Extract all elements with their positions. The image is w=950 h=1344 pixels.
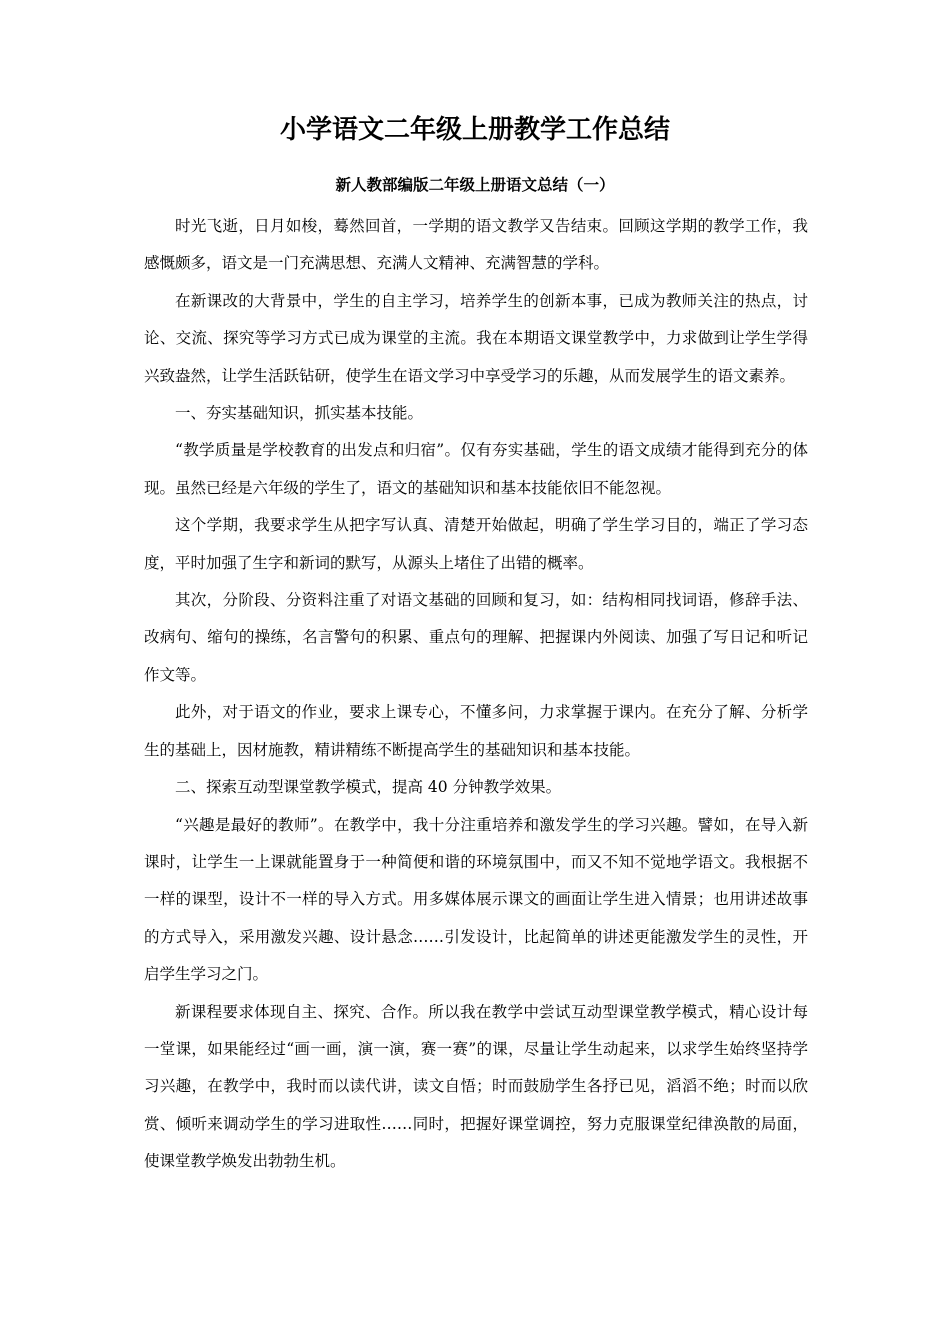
paragraph: 新课程要求体现自主、探究、合作。所以我在教学中尝试互动型课堂教学模式，精心设计每一堂课，如果能经过“画一画，演一演，赛一赛”的课，尽量让学生动起来，以求学生始终坚持学习兴趣，在教学中，我时而以读代讲，读文自悟；时而鼓励学生各抒已见，滔滔不绝；时而以欣赏、倾听来调动学生的学习进取性……同时，把握好课堂调控，努力克服课堂纪律涣散的局面，使课堂教学焕发出勃勃生机。 — [144, 1002, 808, 1171]
paragraph: 此外，对于语文的作业，要求上课专心，不懂多问，力求掌握于课内。在充分了解、分析学生的基础上，因材施教，精讲精练不断提高学生的基础知识和基本技能。 — [144, 703, 808, 759]
paragraph: 在新课改的大背景中，学生的自主学习，培养学生的创新本事，已成为教师关注的热点，讨论、交流、探究等学习方式已成为课堂的主流。我在本期语文课堂教学中，力求做到让学生学得兴致盎然，让学生活跃钻研，使学生在语文学习中享受学习的乐趣，从而发展学生的语文素养。 — [144, 291, 808, 385]
document-body — [144, 208, 808, 1181]
document-title: 小学语文二年级上册教学工作总结 — [279, 115, 670, 145]
section-heading: 一、夯实基础知识，抓实基本技能。 — [175, 404, 424, 423]
paragraph: “兴趣是最好的教师”。在教学中，我十分注重培养和激发学生的学习兴趣。譬如，在导入新课时，让学生一上课就能置身于一种简便和谐的环境氛围中，而又不知不觉地学语文。我根据不一样的课型，设计不一样的导入方式。用多媒体展示课文的画面让学生进入情景；也用讲述故事的方式导入，采用激发兴趣、设计悬念……引发设计，比起简单的讲述更能激发学生的灵性，开启学生学习之门。 — [144, 815, 808, 984]
paragraph: 其次，分阶段、分资料注重了对语文基础的回顾和复习，如：结构相同找词语，修辞手法、改病句、缩句的操练，名言警句的积累、重点句的理解、把握课内外阅读、加强了写日记和听记作文等。 — [144, 591, 808, 684]
document-subtitle: 新人教部编版二年级上册语文总结（一） — [335, 176, 615, 194]
paragraph: 这个学期，我要求学生从把字写认真、清楚开始做起，明确了学生学习目的，端正了学习态度，平时加强了生字和新词的默写，从源头上堵住了出错的概率。 — [144, 516, 808, 572]
paragraph: 时光飞逝，日月如梭，蓦然回首，一学期的语文教学又告结束。回顾这学期的教学工作，我感慨颇多，语文是一门充满思想、充满人文精神、充满智慧的学科。 — [144, 217, 808, 273]
section-heading: 二、探索互动型课堂教学模式，提高 40 分钟教学效果。 — [175, 778, 562, 797]
paragraph: “教学质量是学校教育的出发点和归宿”。仅有夯实基础，学生的语文成绩才能得到充分的体现。虽然已经是六年级的学生了，语文的基础知识和基本技能依旧不能忽视。 — [144, 441, 808, 497]
